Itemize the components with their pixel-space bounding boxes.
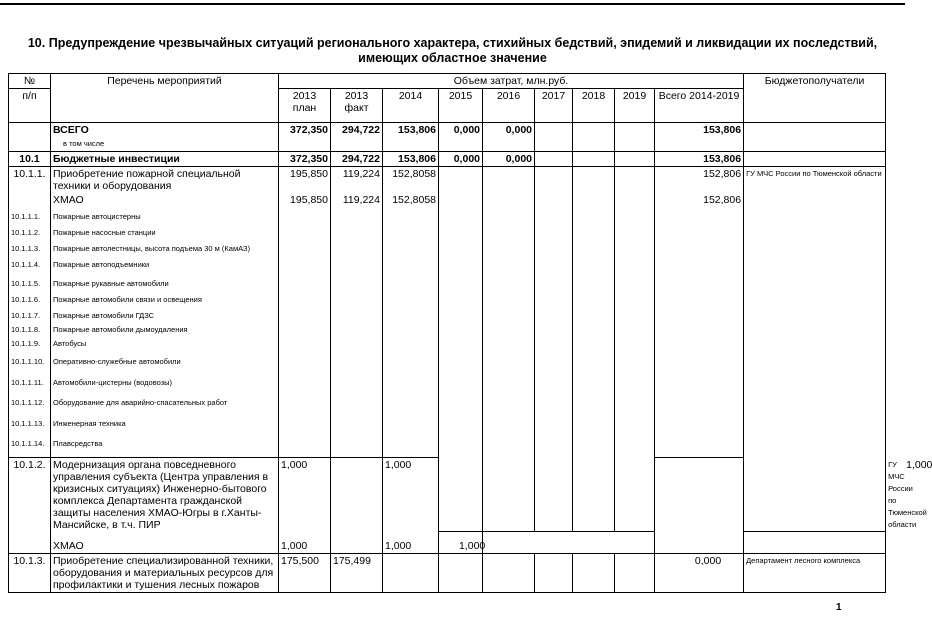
header-volume: Объем затрат, млн.руб. (279, 74, 744, 89)
header-total: Всего 2014-2019 (655, 89, 744, 123)
row-name: в том числе (51, 137, 279, 152)
row-name: Пожарные автомобили связи и освещения (51, 291, 279, 307)
header-2015: 2015 (439, 89, 483, 123)
row-name: ВСЕГО (51, 123, 279, 138)
row-num: 10.1.1.12. (9, 390, 51, 410)
row-num: 10.1.1. (9, 167, 51, 194)
table-row: 10.1.1. Приобретение пожарной специальной техники и оборудования 195,850 119,224 152,8058 152,806 ГУ МЧС России по Тюменской области (9, 167, 886, 194)
recipient: Департамент лесного комплекса (744, 554, 886, 593)
row-num: 10.1.1.5. (9, 272, 51, 291)
header-recipients: Бюджетополучатели (744, 74, 886, 123)
row-num: 10.1 (9, 152, 51, 167)
header-2016: 2016 (483, 89, 535, 123)
row-name: Автомобили-цистерны (водовозы) (51, 369, 279, 390)
expense-table (8, 73, 932, 593)
row-num: 10.1.1.3. (9, 240, 51, 256)
title-line-1: 10. Предупреждение чрезвычайных ситуаций регионального характера, стихийных бедствий, эпидемий и ликвидации их последствий, (27, 36, 878, 50)
row-name: Пожарные автомобили дымоудаления (51, 323, 279, 337)
table-row (9, 137, 886, 152)
table-row: 10.1.3. Приобретение специализированной техники, оборудования и материальных ресурсов для профилактики и тушения лесных пожаров 175,500 175,499 0,000 Департамент лесного комплекса (9, 554, 886, 593)
page-title (0, 36, 905, 66)
row-name: Инженерная техника (51, 410, 279, 431)
row-num: 10.1.1.7. (9, 307, 51, 323)
header-num-top: № (9, 74, 51, 89)
row-num: 10.1.1.9. (9, 337, 51, 351)
row-num: 10.1.1.1. (9, 207, 51, 224)
header-2013-fact: 2013 факт (331, 89, 383, 123)
header-activities: Перечень мероприятий (51, 74, 279, 123)
row-name: ХМАО (51, 532, 279, 554)
header-num-bottom: п/п (9, 89, 51, 123)
header-2014: 2014 (383, 89, 439, 123)
row-num: 10.1.1.6. (9, 291, 51, 307)
row-name: Модернизация органа повседневного управления субъекта (Центра управления в кризисных ситуациях) Инженерно-бытового комплекса Департамента гражданской защиты населения ХМАО-Югры в г.Ханты-Мансийске, в т.ч. ПИР (51, 457, 279, 532)
row-name: Плавсредства (51, 431, 279, 457)
row-num: 10.1.1.8. (9, 323, 51, 337)
header-2018: 2018 (573, 89, 615, 123)
row-name: Пожарные автомобили ГДЗС (51, 307, 279, 323)
row-name: Приобретение специализированной техники, оборудования и материальных ресурсов для профилактики и тушения лесных пожаров (51, 554, 279, 593)
row-name: Приобретение пожарной специальной техники и оборудования (51, 167, 279, 194)
table-row: ВСЕГО 372,350 294,722 153,806 0,000 0,000 153,806 (9, 123, 886, 138)
row-name: Пожарные автоцистерны (51, 207, 279, 224)
row-num: 10.1.1.11. (9, 369, 51, 390)
row-name: Автобусы (51, 337, 279, 351)
table-row: 10.1.2. Модернизация органа повседневного управления субъекта (Центра управления в кризисных ситуациях) Инженерно-бытового комплекса Департамента гражданской защиты населения ХМАО-Югры в г.Ханты-Мансийске, в т.ч. ПИР 1,000 1,000 1,000 ГУ МЧС России по Тюменской области (9, 457, 886, 532)
header-2017: 2017 (535, 89, 573, 123)
row-num: 10.1.1.10. (9, 351, 51, 369)
row-name: Бюджетные инвестиции (51, 152, 279, 167)
table-row: 10.1 Бюджетные инвестиции 372,350 294,722 153,806 0,000 0,000 153,806 (9, 152, 886, 167)
row-num: 10.1.1.14. (9, 431, 51, 457)
row-name: Пожарные автоподъемники (51, 256, 279, 272)
title-line-2: имеющих областное значение (358, 51, 547, 65)
recipient: ГУ МЧС России по Тюменской области (744, 167, 886, 532)
row-num: 10.1.3. (9, 554, 51, 593)
row-name: Оборудование для аварийно-спасательных работ (51, 390, 279, 410)
table-row: ХМАО 195,850 119,224 152,8058 152,806 (9, 193, 886, 207)
table-row: ХМАО 1,000 1,000 1,000 (9, 532, 886, 554)
row-name: Пожарные насосные станции (51, 224, 279, 240)
row-num: 10.1.1.2. (9, 224, 51, 240)
top-rule (0, 3, 905, 5)
header-2019: 2019 (615, 89, 655, 123)
row-name: Пожарные автолестницы, высота подъема 30 м (КамАЗ) (51, 240, 279, 256)
row-num: 10.1.2. (9, 457, 51, 532)
page-number: 1 (836, 602, 842, 613)
row-name: Оперативно-служебные автомобили (51, 351, 279, 369)
row-name: Пожарные рукавные автомобили (51, 272, 279, 291)
row-num: 10.1.1.4. (9, 256, 51, 272)
row-num: 10.1.1.13. (9, 410, 51, 431)
header-row-1 (9, 74, 886, 89)
header-2013-plan: 2013 план (279, 89, 331, 123)
row-name: ХМАО (51, 193, 279, 207)
